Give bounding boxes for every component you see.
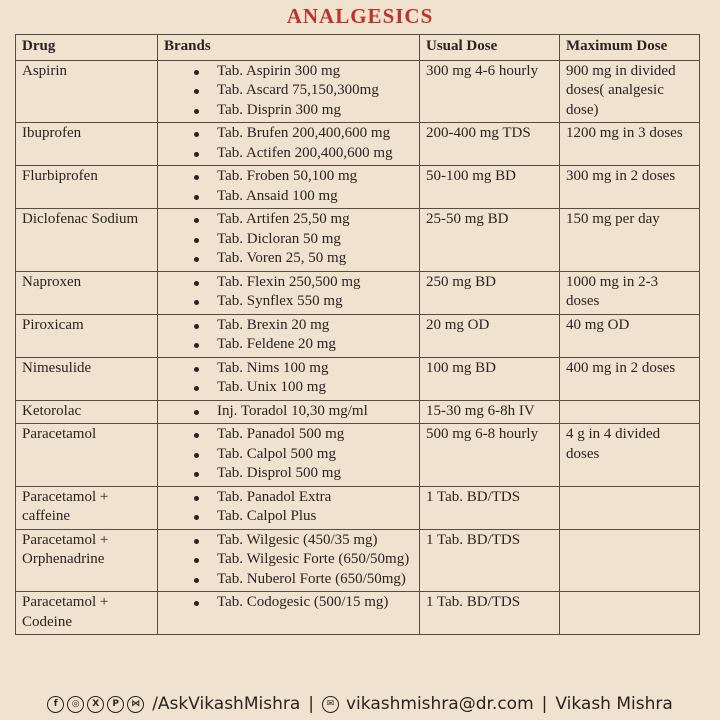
maximum-dose (560, 486, 700, 529)
usual-dose: 300 mg 4-6 hourly (420, 60, 560, 123)
brand-list (164, 316, 413, 355)
brand-item: Tab. Feldene 20 mg (194, 335, 413, 355)
drug-name: Aspirin (16, 60, 158, 123)
brand-item: Tab. Nuberol Forte (650/50mg) (194, 570, 413, 590)
brand-list (164, 488, 413, 527)
table-row (16, 592, 700, 635)
brand-list (164, 210, 413, 269)
brand-item: Tab. Aspirin 300 mg (194, 62, 413, 82)
footer-name: Vikash Mishra (555, 694, 673, 714)
brands-cell (158, 60, 420, 123)
brands-cell (158, 400, 420, 424)
brand-item: Tab. Disprin 300 mg (194, 101, 413, 121)
maximum-dose (560, 592, 700, 635)
brand-item: Tab. Brexin 20 mg (194, 316, 413, 336)
maximum-dose: 150 mg per day (560, 209, 700, 272)
table-row (16, 357, 700, 400)
maximum-dose: 40 mg OD (560, 314, 700, 357)
brand-item: Tab. Wilgesic (450/35 mg) (194, 531, 413, 551)
brand-item: Tab. Froben 50,100 mg (194, 167, 413, 187)
maximum-dose (560, 529, 700, 592)
column-header-brands: Brands (158, 35, 420, 61)
maximum-dose: 400 mg in 2 doses (560, 357, 700, 400)
analgesics-table (15, 34, 700, 635)
drug-name: Flurbiprofen (16, 166, 158, 209)
brand-item: Tab. Actifen 200,400,600 mg (194, 144, 413, 164)
brand-item: Inj. Toradol 10,30 mg/ml (194, 402, 413, 422)
social-icons (47, 696, 144, 713)
brands-cell (158, 166, 420, 209)
brand-item: Tab. Dicloran 50 mg (194, 230, 413, 250)
maximum-dose (560, 400, 700, 424)
table-header-row (16, 35, 700, 61)
brand-list (164, 593, 413, 613)
drug-name: Piroxicam (16, 314, 158, 357)
maximum-dose: 4 g in 4 divided doses (560, 424, 700, 487)
brand-item: Tab. Unix 100 mg (194, 378, 413, 398)
brand-item: Tab. Ascard 75,150,300mg (194, 81, 413, 101)
table-body (16, 60, 700, 635)
brand-list (164, 273, 413, 312)
drug-name: Ketorolac (16, 400, 158, 424)
column-header-drug: Drug (16, 35, 158, 61)
brand-item: Tab. Artifen 25,50 mg (194, 210, 413, 230)
table-row (16, 529, 700, 592)
maximum-dose: 1200 mg in 3 doses (560, 123, 700, 166)
brands-cell (158, 123, 420, 166)
pinterest-icon[interactable]: P (107, 696, 124, 713)
email-icon: ✉ (322, 696, 339, 713)
brands-cell (158, 529, 420, 592)
drug-name: Paracetamol + caffeine (16, 486, 158, 529)
brand-item: Tab. Ansaid 100 mg (194, 187, 413, 207)
brands-cell (158, 271, 420, 314)
drug-name: Nimesulide (16, 357, 158, 400)
table-row (16, 400, 700, 424)
usual-dose: 200-400 mg TDS (420, 123, 560, 166)
brands-cell (158, 424, 420, 487)
column-header-usual-dose: Usual Dose (420, 35, 560, 61)
bluesky-icon[interactable]: ⋈ (127, 696, 144, 713)
brand-item: Tab. Nims 100 mg (194, 359, 413, 379)
brand-item: Tab. Synflex 550 mg (194, 292, 413, 312)
brand-list (164, 124, 413, 163)
table-row (16, 314, 700, 357)
usual-dose: 100 mg BD (420, 357, 560, 400)
table-row (16, 209, 700, 272)
usual-dose: 1 Tab. BD/TDS (420, 486, 560, 529)
brand-list (164, 62, 413, 121)
footer-email[interactable]: vikashmishra@dr.com (346, 694, 534, 714)
usual-dose: 20 mg OD (420, 314, 560, 357)
brands-cell (158, 314, 420, 357)
brand-item: Tab. Brufen 200,400,600 mg (194, 124, 413, 144)
maximum-dose: 900 mg in divided doses( analgesic dose) (560, 60, 700, 123)
footer (0, 688, 720, 720)
brand-item: Tab. Calpol 500 mg (194, 445, 413, 465)
brands-cell (158, 209, 420, 272)
brands-cell (158, 592, 420, 635)
drug-name: Paracetamol + Codeine (16, 592, 158, 635)
instagram-icon[interactable]: ◎ (67, 696, 84, 713)
brands-cell (158, 486, 420, 529)
usual-dose: 25-50 mg BD (420, 209, 560, 272)
maximum-dose: 1000 mg in 2-3 doses (560, 271, 700, 314)
drug-name: Paracetamol (16, 424, 158, 487)
brand-item: Tab. Wilgesic Forte (650/50mg) (194, 550, 413, 570)
page-title: ANALGESICS (286, 4, 434, 28)
brand-item: Tab. Flexin 250,500 mg (194, 273, 413, 293)
usual-dose: 250 mg BD (420, 271, 560, 314)
brand-item: Tab. Calpol Plus (194, 507, 413, 527)
drug-name: Naproxen (16, 271, 158, 314)
brand-list (164, 359, 413, 398)
brand-list (164, 167, 413, 206)
x-icon[interactable]: X (87, 696, 104, 713)
table-row (16, 60, 700, 123)
column-header-maximum-dose: Maximum Dose (560, 35, 700, 61)
footer-separator: | (308, 694, 314, 714)
brand-item: Tab. Codogesic (500/15 mg) (194, 593, 413, 613)
social-handle[interactable]: /AskVikashMishra (152, 694, 301, 714)
brand-list (164, 425, 413, 484)
usual-dose: 15-30 mg 6-8h IV (420, 400, 560, 424)
drug-name: Diclofenac Sodium (16, 209, 158, 272)
maximum-dose: 300 mg in 2 doses (560, 166, 700, 209)
table-row (16, 424, 700, 487)
brand-item: Tab. Panadol 500 mg (194, 425, 413, 445)
usual-dose: 500 mg 6-8 hourly (420, 424, 560, 487)
brand-item: Tab. Panadol Extra (194, 488, 413, 508)
usual-dose: 1 Tab. BD/TDS (420, 592, 560, 635)
table-row (16, 271, 700, 314)
usual-dose: 1 Tab. BD/TDS (420, 529, 560, 592)
brand-list (164, 531, 413, 590)
footer-separator: | (541, 694, 548, 714)
facebook-icon[interactable]: f (47, 696, 64, 713)
brand-list (164, 402, 413, 422)
brands-cell (158, 357, 420, 400)
drug-name: Ibuprofen (16, 123, 158, 166)
table-row (16, 123, 700, 166)
drug-name: Paracetamol + Orphenadrine (16, 529, 158, 592)
usual-dose: 50-100 mg BD (420, 166, 560, 209)
brand-item: Tab. Voren 25, 50 mg (194, 249, 413, 269)
table-row (16, 486, 700, 529)
brand-item: Tab. Disprol 500 mg (194, 464, 413, 484)
table-row (16, 166, 700, 209)
